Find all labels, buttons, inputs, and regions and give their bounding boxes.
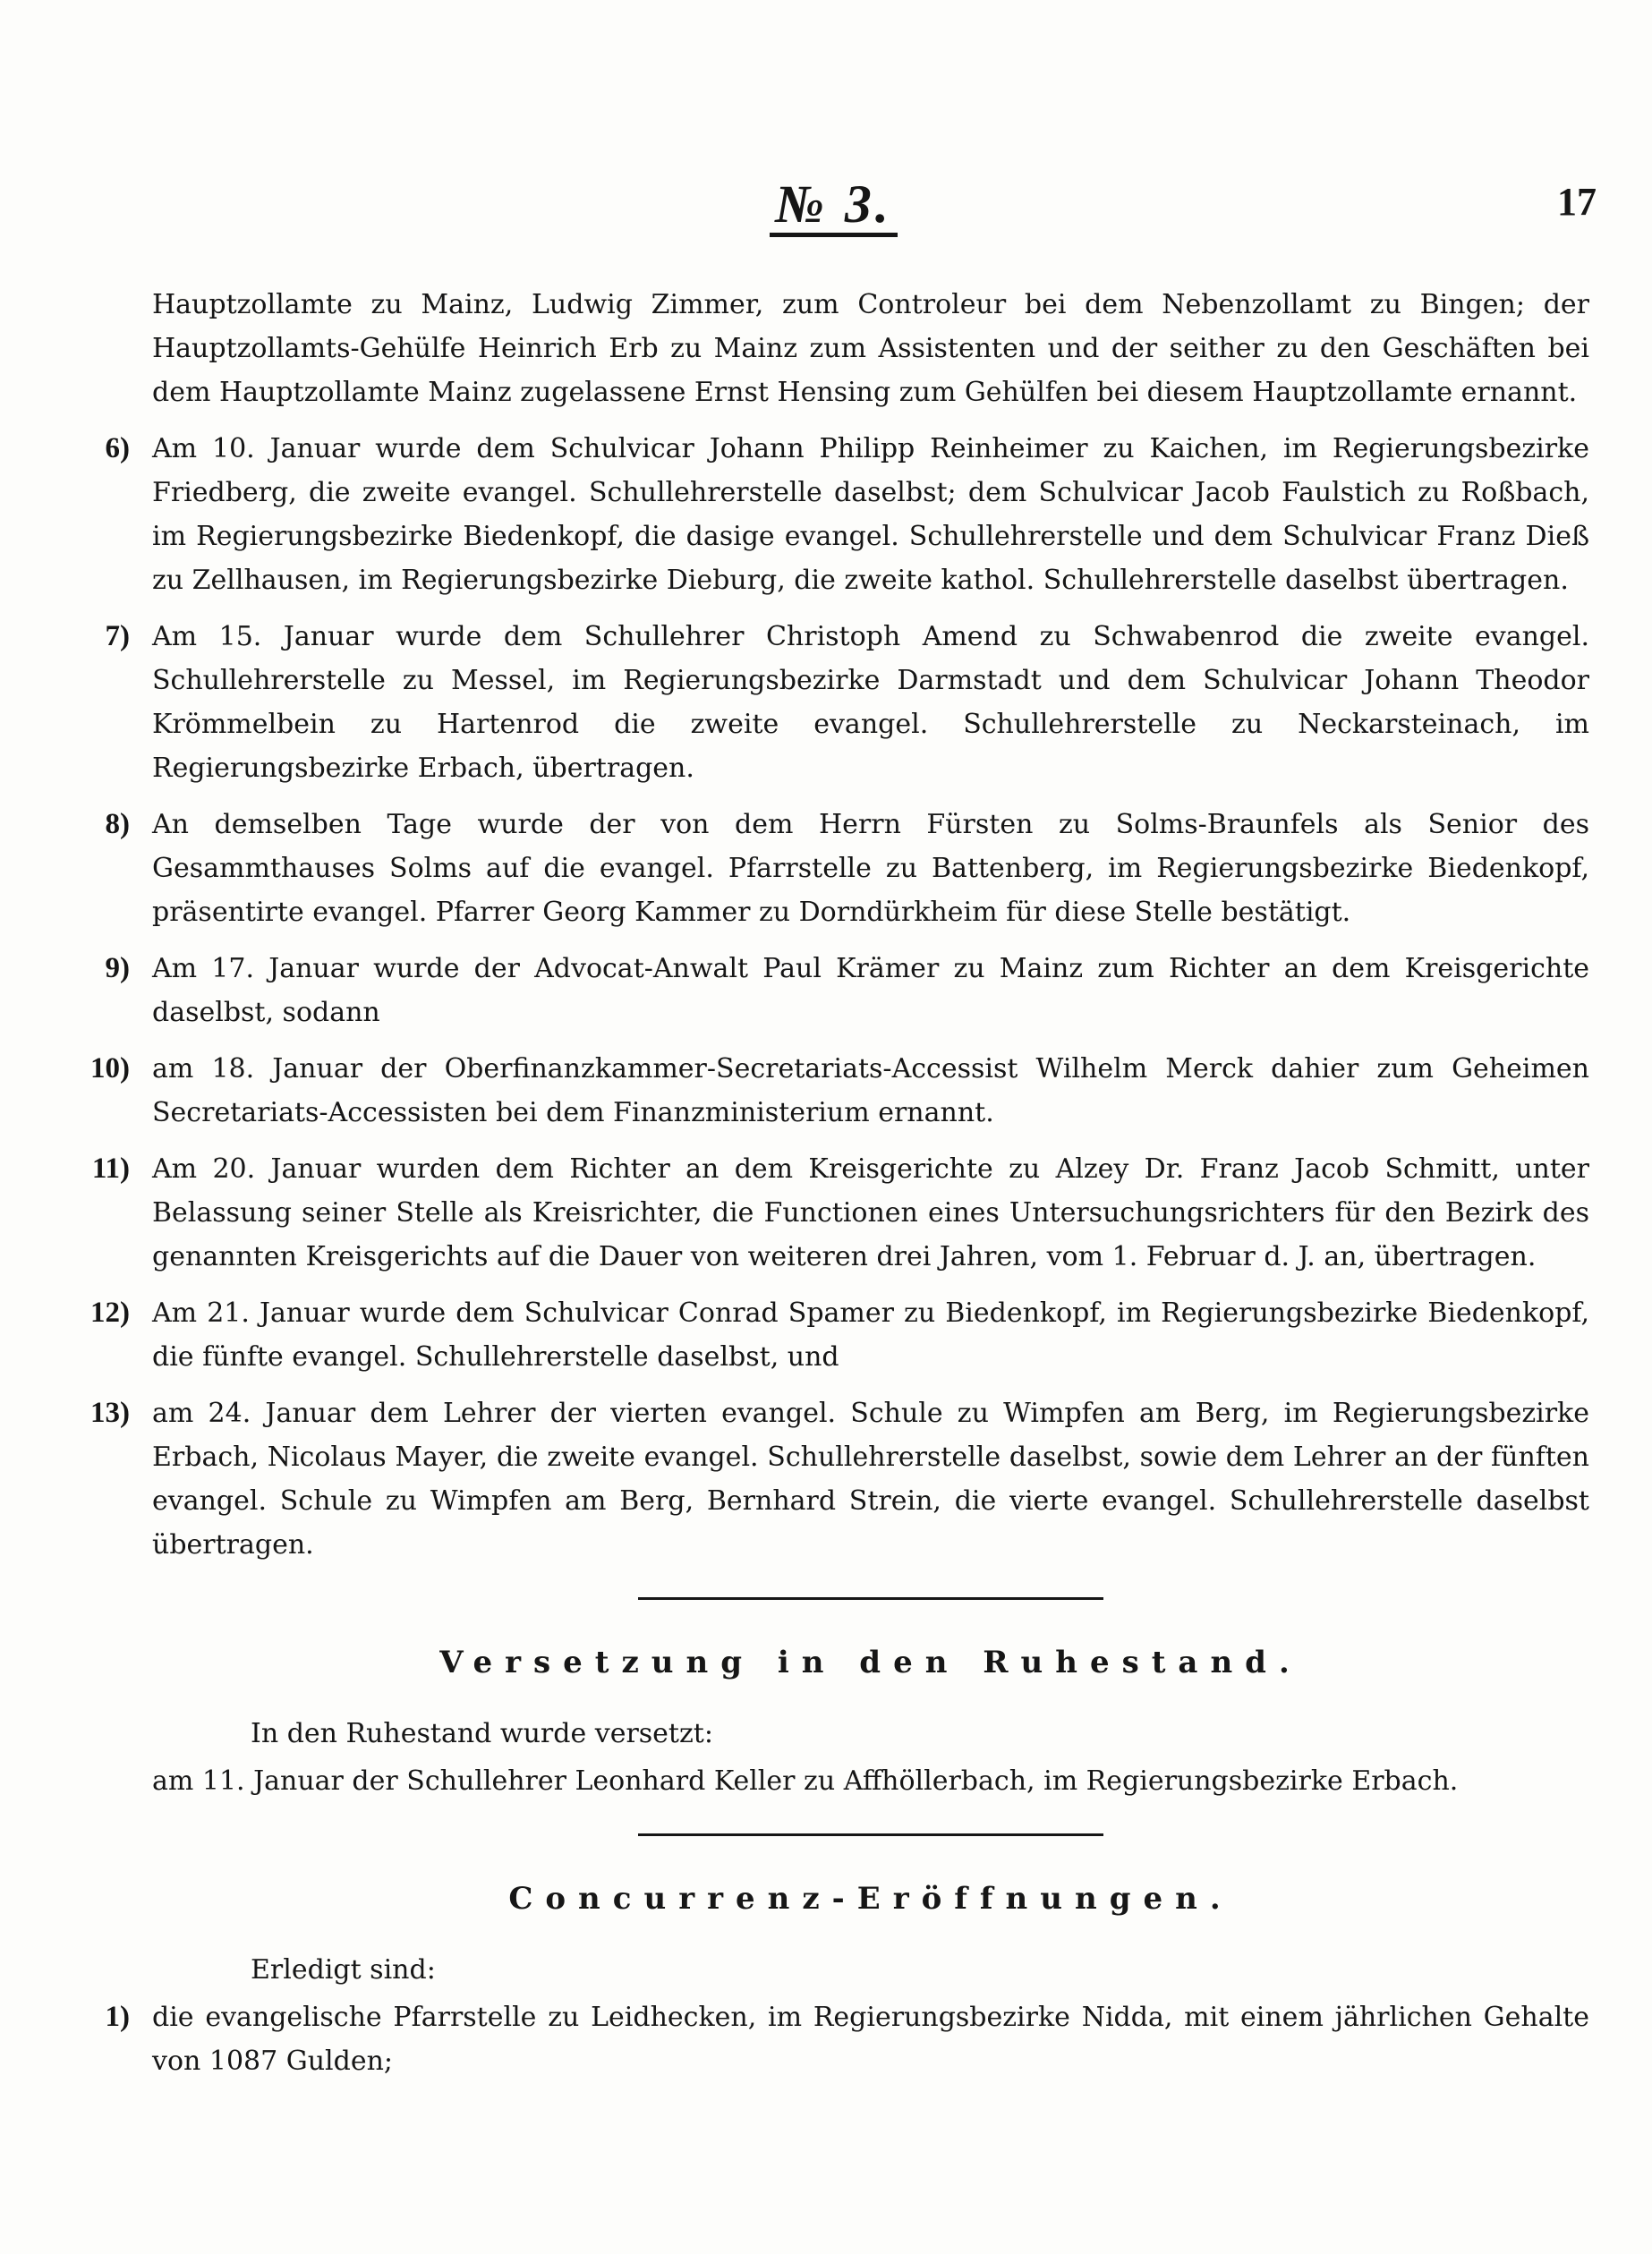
item-text: Am 10. Januar wurde dem Schulvicar Johann Philipp Reinheimer zu Kaichen, im Regierungsbezirke Friedberg, die zweite evangel. Schullehrerstelle daselbst; dem Schulvicar Jacob Faulstich zu Roßbach, im Regierungsbezirke Biedenkopf, die dasige evangel. Schullehrerstelle und dem Schulvicar Franz Dieß zu Zellhausen, im Regierungsbezirke Dieburg, die zweite kathol. Schullehrerstelle daselbst übertragen.	[152, 433, 1589, 596]
list-item	[105, 1995, 1589, 2083]
item-number: 13)	[90, 1397, 130, 1429]
list-item	[105, 803, 1589, 934]
intro-paragraph: Hauptzollamte zu Mainz, Ludwig Zimmer, zum Controleur bei dem Nebenzollamt zu Bingen; der Hauptzollamts-Gehülfe Heinrich Erb zu Mainz zum Assistenten und der seither zu den Geschäften bei dem Hauptzollamte Mainz zugelassene Ernst Hensing zum Gehülfen bei diesem Hauptzollamte ernannt.	[152, 289, 1589, 408]
section-divider	[638, 1833, 1103, 1836]
item-text: Am 15. Januar wurde dem Schullehrer Christoph Amend zu Schwabenrod die zweite evangel. Schullehrerstelle zu Messel, im Regierungsbezirke Darmstadt und dem Schulvicar Johann Theodor Krömmelbein zu Hartenrod die zweite evangel. Schullehrerstelle zu Neckarsteinach, im Regierungsbezirke Erbach, übertragen.	[152, 621, 1589, 784]
item-text: An demselben Tage wurde der von dem Herrn Fürsten zu Solms-Braunfels als Senior des Gesammthauses Solms auf die evangel. Pfarrstelle zu Battenberg, im Regierungsbezirke Biedenkopf, präsentirte evangel. Pfarrer Georg Kammer zu Dorndürkheim für diese Stelle bestätigt.	[152, 809, 1589, 928]
list-item	[90, 1291, 1589, 1379]
item-text: die evangelische Pfarrstelle zu Leidhecken, im Regierungsbezirke Nidda, mit einem jährlichen Gehalte von 1087 Gulden;	[152, 2002, 1589, 2077]
retirement-line: am 11. Januar der Schullehrer Leonhard Keller zu Affhöllerbach, im Regierungsbezirke Erbach.	[152, 1765, 1459, 1797]
page-number: 17	[1557, 180, 1597, 224]
item-number: 1)	[105, 2001, 130, 2033]
concurrence-heading: Concurrenz-Eröffnungen.	[508, 1881, 1233, 1917]
item-number: 10)	[90, 1052, 130, 1084]
concurrence-lead: Erledigt sind:	[251, 1954, 436, 1986]
item-text: Am 20. Januar wurden dem Richter an dem Kreisgerichte zu Alzey Dr. Franz Jacob Schmitt, unter Belassung seiner Stelle als Kreisrichter, die Functionen eines Untersuchungsrichters für den Bezirk des genannten Kreisgerichts auf die Dauer von weiteren drei Jahren, vom 1. Februar d. J. an, übertragen.	[152, 1153, 1589, 1272]
section-divider	[638, 1597, 1103, 1600]
item-number: 12)	[90, 1297, 130, 1329]
issue-number: № 3.	[770, 177, 898, 237]
list-item	[105, 427, 1589, 602]
item-number: 8)	[105, 808, 130, 840]
list-item	[90, 1391, 1589, 1567]
retirement-heading: Versetzung in den Ruhestand.	[439, 1645, 1302, 1680]
item-number: 7)	[105, 620, 130, 652]
item-text: Am 17. Januar wurde der Advocat-Anwalt Paul Krämer zu Mainz zum Richter an dem Kreisgerichte daselbst, sodann	[152, 953, 1589, 1028]
item-number: 11)	[91, 1153, 130, 1185]
list-item	[90, 1047, 1589, 1135]
retirement-lead: In den Ruhestand wurde versetzt:	[251, 1718, 713, 1749]
body-text	[90, 283, 1589, 2096]
item-text: Am 21. Januar wurde dem Schulvicar Conrad Spamer zu Biedenkopf, im Regierungsbezirke Biedenkopf, die fünfte evangel. Schullehrerstelle daselbst, und	[152, 1297, 1589, 1373]
item-text: am 18. Januar der Oberfinanzkammer-Secretariats-Accessist Wilhelm Merck dahier zum Geheimen Secretariats-Accessisten bei dem Finanzministerium ernannt.	[152, 1053, 1589, 1128]
item-number: 6)	[105, 432, 130, 464]
list-item	[105, 615, 1589, 790]
item-number: 9)	[105, 952, 130, 984]
list-item	[105, 947, 1589, 1034]
item-text: am 24. Januar dem Lehrer der vierten evangel. Schule zu Wimpfen am Berg, im Regierungsbezirke Erbach, Nicolaus Mayer, die zweite evangel. Schullehrerstelle daselbst, sowie dem Lehrer an der fünften evangel. Schule zu Wimpfen am Berg, Bernhard Strein, die vierte evangel. Schullehrerstelle daselbst übertragen.	[152, 1398, 1589, 1561]
list-item	[91, 1147, 1589, 1279]
